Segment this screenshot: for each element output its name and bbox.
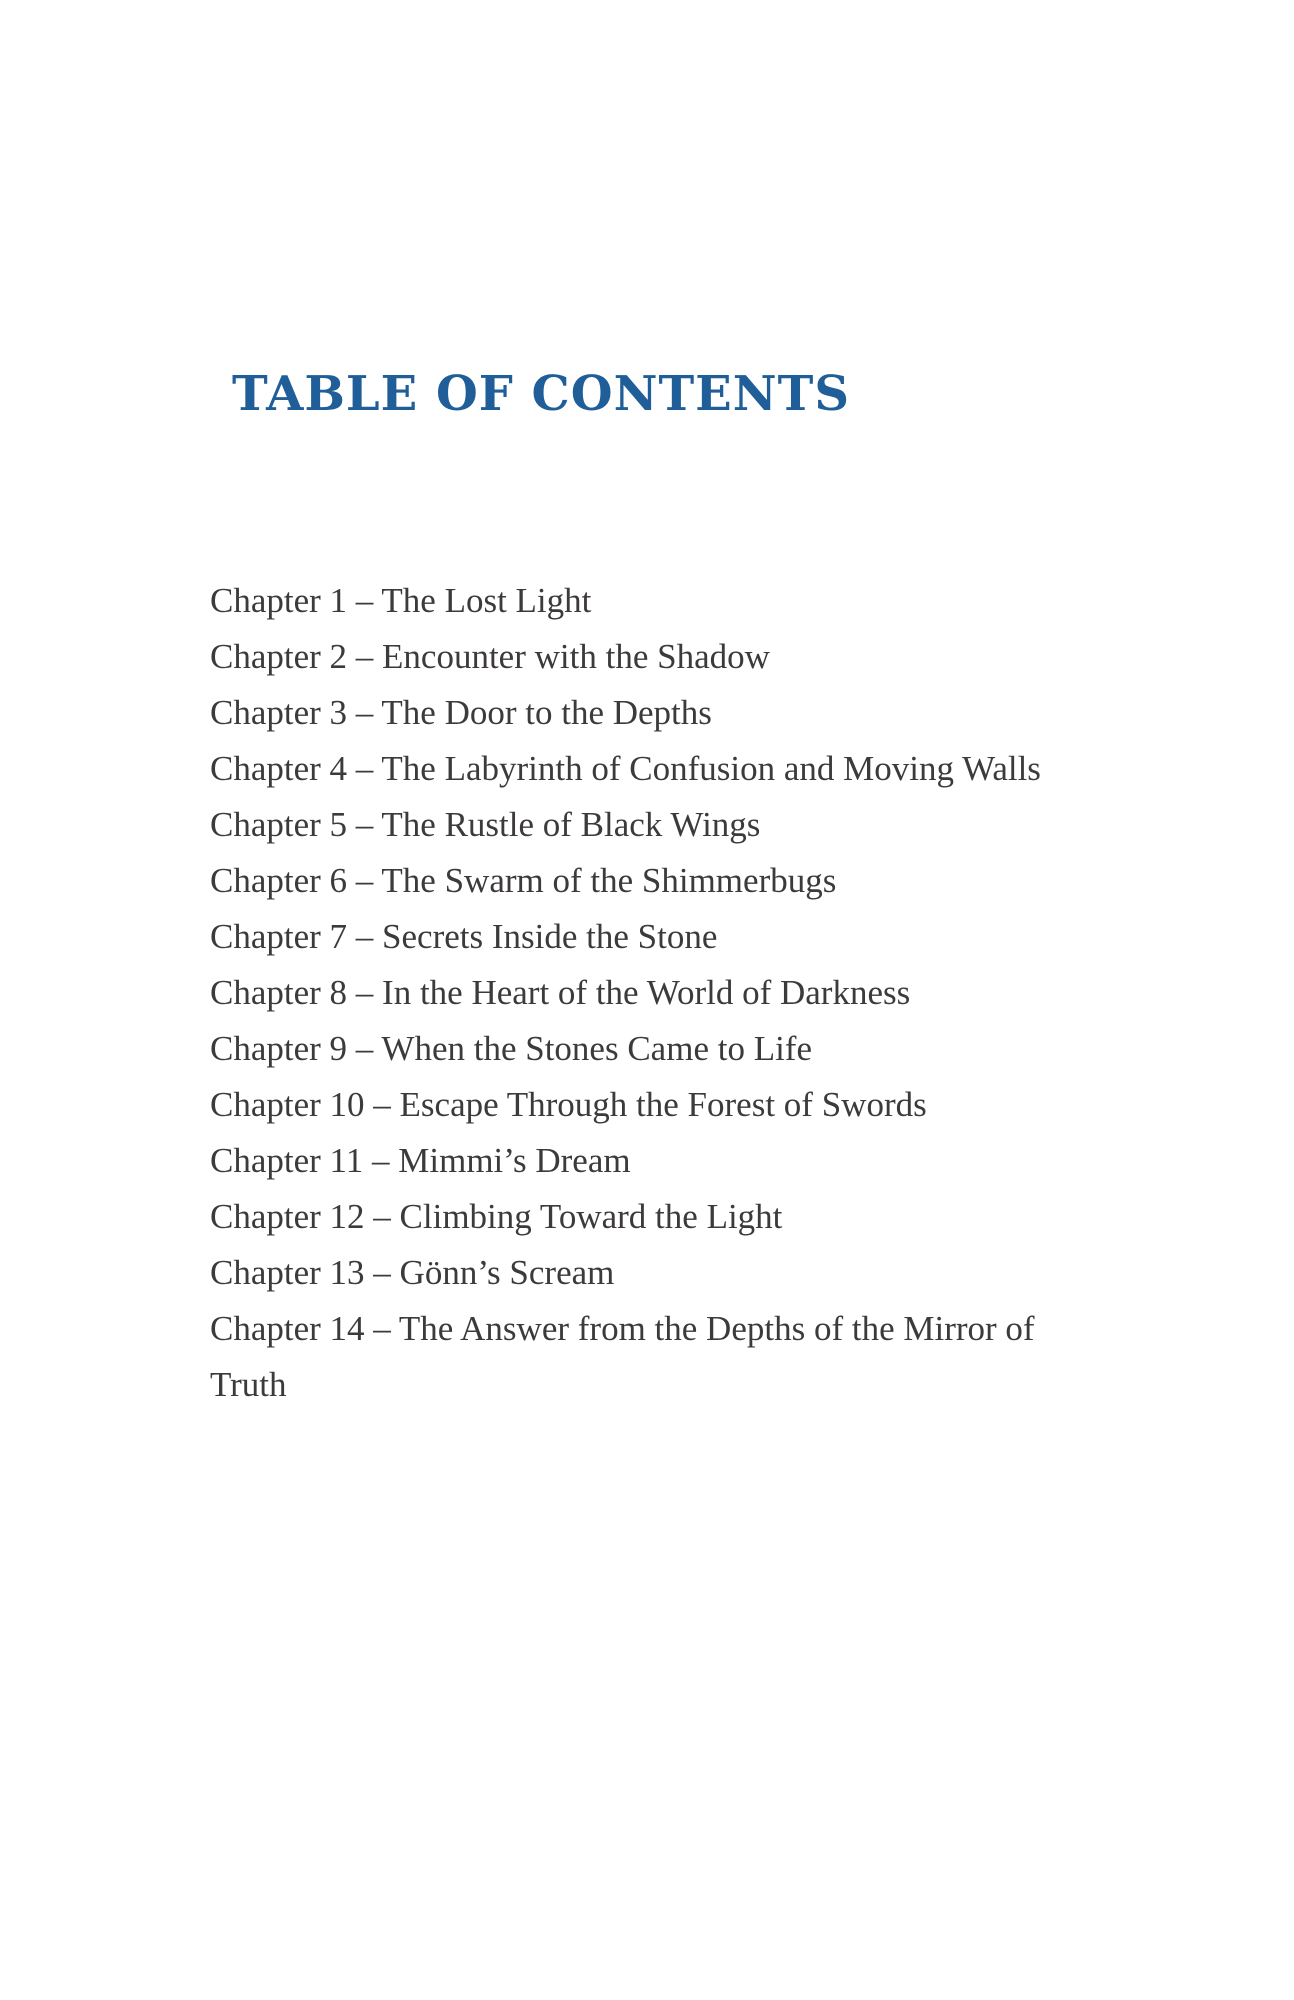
chapter-list — [210, 573, 1070, 1413]
chapter-entry-6: Chapter 6 – The Swarm of the Shimmerbugs — [210, 861, 837, 900]
chapter-entry-2: Chapter 2 – Encounter with the Shadow — [210, 637, 770, 676]
chapter-entry-10: Chapter 10 – Escape Through the Forest of Swords — [210, 1085, 927, 1124]
chapter-entry-8: Chapter 8 – In the Heart of the World of Darkness — [210, 973, 911, 1012]
chapter-entry-5: Chapter 5 – The Rustle of Black Wings — [210, 805, 761, 844]
chapter-entry-1: Chapter 1 – The Lost Light — [210, 581, 592, 620]
chapter-entry-3: Chapter 3 – The Door to the Depths — [210, 693, 712, 732]
toc-heading: TABLE OF CONTENTS — [232, 366, 851, 422]
chapter-entry-14: Chapter 14 – The Answer from the Depths of the Mirror of Truth — [210, 1309, 1035, 1404]
chapter-entry-7: Chapter 7 – Secrets Inside the Stone — [210, 917, 718, 956]
chapter-entry-11: Chapter 11 – Mimmi’s Dream — [210, 1141, 631, 1180]
chapter-entry-13: Chapter 13 – Gönn’s Scream — [210, 1253, 615, 1292]
chapter-entry-12: Chapter 12 – Climbing Toward the Light — [210, 1197, 783, 1236]
chapter-entry-9: Chapter 9 – When the Stones Came to Life — [210, 1029, 812, 1068]
chapter-entry-4: Chapter 4 – The Labyrinth of Confusion and Moving Walls — [210, 749, 1041, 788]
